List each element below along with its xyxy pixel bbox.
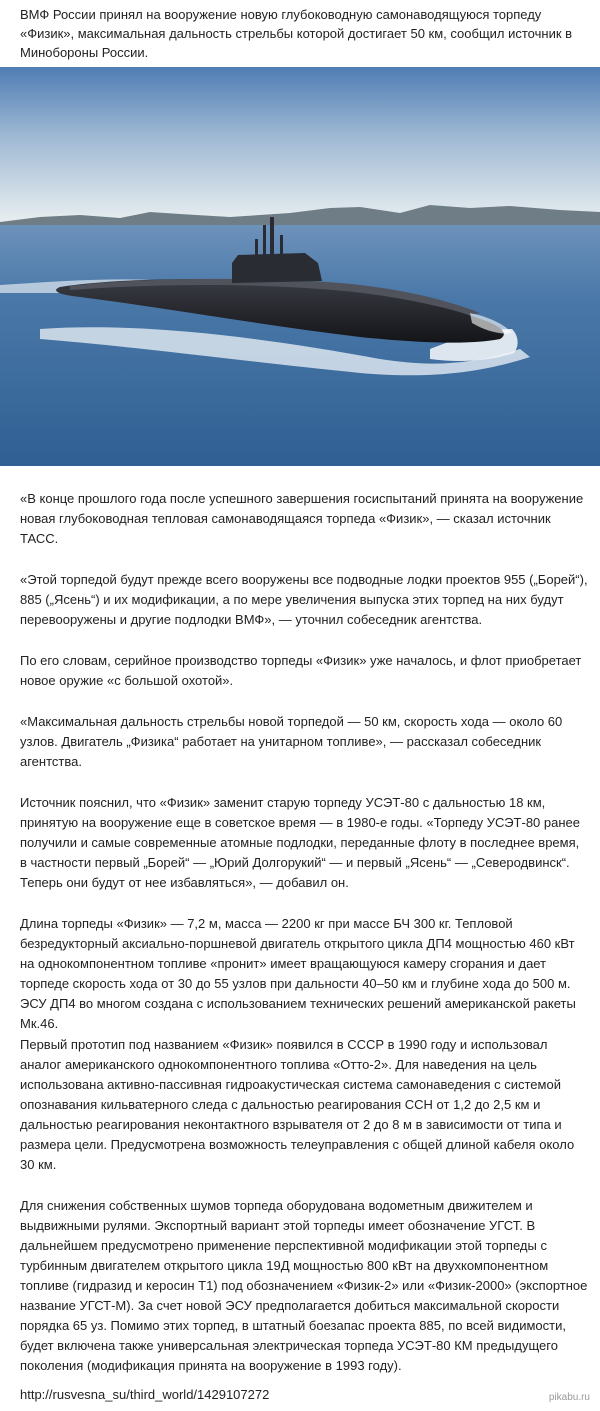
mast-4 <box>255 239 258 255</box>
mast-3 <box>280 235 283 255</box>
article-paragraph: «В конце прошлого года после успешного завершения госиспытаний принята на вооружение новая глубоководная тепловая самонаводящаяся торпеда «Физик», — сказал источник ТАСС. <box>20 491 584 546</box>
article-paragraph: Первый прототип под названием «Физик» появился в СССР в 1990 году и использовал аналог американского однокомпонентного топлива «Отто-2». Для наведения на цель использована активно-пассивная гидроакустическая система самонаведения с системой опознавания кильватерного следа с дальностью реагирования ССН от 1,2 до 2,5 км и дальностью реагирования неконтактного взрывателя от 2 до 8 м в зависимости от типа и размера цели. Предусмотрена возможность телеуправления с общей длиной кабеля около 30 км. <box>20 1037 575 1172</box>
site-watermark: pikabu.ru <box>548 1392 590 1403</box>
article-paragraph: «Максимальная дальность стрельбы новой торпедой — 50 км, скорость хода — около 60 узлов. Двигатель „Физика“ работает на унитарном топливе», — рассказал собеседник агентства. <box>20 714 563 769</box>
source-link[interactable]: http://rusvesna_su/third_world/1429107272 <box>20 1387 270 1402</box>
intro-paragraph: ВМФ России принял на вооружение новую глубоководную самонаводящуюся торпеду «Физик», максимальная дальность стрельбы которой достигает 50 км, сообщил источник в Минобороны России. <box>20 7 573 60</box>
article-paragraph: «Этой торпедой будут прежде всего вооружены все подводные лодки проектов 955 („Борей“), 885 („Ясень“) и их модификации, а по мере увеличения выпуска этих торпед на них будут перевооружены и другие подлодки ВМФ», — уточнил собеседник агентства. <box>20 572 588 627</box>
mast-1 <box>270 217 274 255</box>
article-paragraph: Для снижения собственных шумов торпеда оборудована водометным движителем и выдвижными рулями. Экспортный вариант этой торпеды имеет обозначение УГСТ. В дальнейшем предусмотрено применение перспективной модификации этой торпеды с турбинным двигателем открытого цикла 19Д мощностью 800 кВт на двухкомпонентном топливе (гидразид и керосин Т1) под обозначением «Физик-2» или «Физик-2000» (экспортное название УГСТ-М). За счет новой ЭСУ предполагается добиться максимальной скорости порядка 65 уз. Помимо этих торпед, в штатный боезапас проекта 885, по всей видимости, будет включена также универсальная электрическая торпеда УСЭТ-80 КМ предыдущего поколения (модификация принята на вооружение в 1993 году). <box>20 1198 588 1373</box>
sky <box>0 67 600 222</box>
article-body <box>20 489 588 1398</box>
conning-tower <box>232 253 322 283</box>
article-paragraph: По его словам, серийное производство торпеды «Физик» уже началось, и флот приобретает новое оружие «с большой охотой». <box>20 653 582 688</box>
submarine-photo <box>0 67 600 466</box>
article-paragraph: Источник пояснил, что «Физик» заменит старую торпеду УСЭТ-80 с дальностью 18 км, принятую на вооружение еще в советское время — в 1980-е годы. «Торпеду УСЭТ-80 ранее получили и самые современные атомные подлодки, переданные флоту в последнее время, в частности первый „Борей“ — „Юрий Долгорукий“ — и первый „Ясень“ — „Северодвинск“. Теперь они будут от нее избавляться», — добавил он. <box>20 795 580 890</box>
article-paragraph: Длина торпеды «Физик» — 7,2 м, масса — 2200 кг при массе БЧ 300 кг. Тепловой безредукторный аксиально-поршневой двигатель открытого цикла ДП4 мощностью 460 кВт на однокомпонентном топливе «пронит» имеет вращающуюся камеру сгорания и дает торпеде скорость хода от 30 до 55 узлов при дальности 40–50 км и глубине хода до 500 м. ЭСУ ДП4 во многом создана с использованием технических решений американской ракеты Мк.46. <box>20 916 576 1031</box>
mast-2 <box>263 225 266 255</box>
